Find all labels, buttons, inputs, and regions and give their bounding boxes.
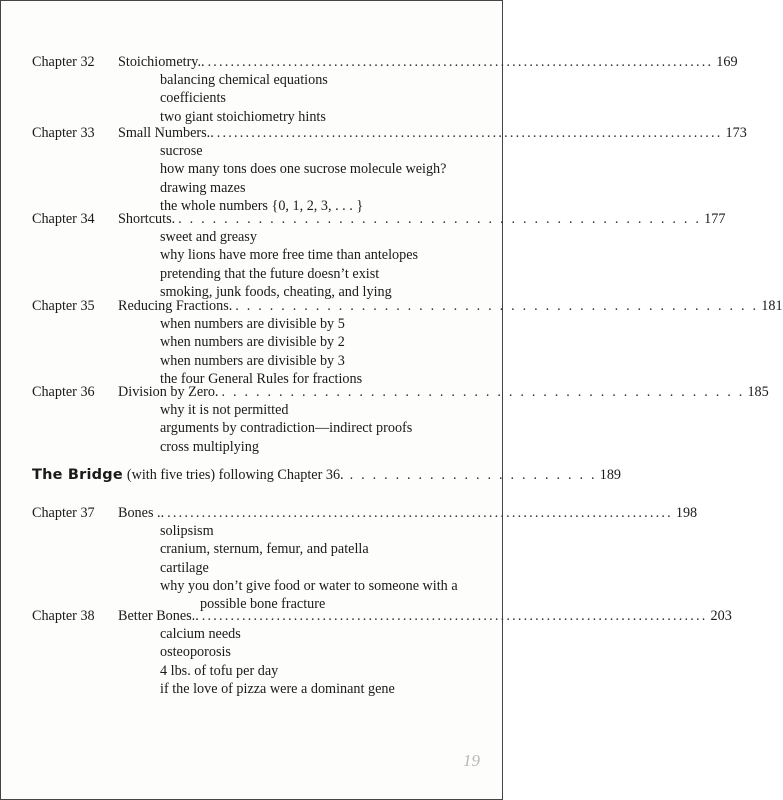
toc-entry-chapter-34 xyxy=(32,210,726,301)
topic-item: cartilage xyxy=(160,559,209,576)
chapter-label: Chapter 33 xyxy=(32,125,95,141)
chapter-label: Chapter 38 xyxy=(32,608,95,624)
toc-entry-chapter-35 xyxy=(32,297,783,388)
chapter-title: Bones .. xyxy=(118,505,165,521)
topic-list xyxy=(32,142,472,215)
topic-item: sucrose xyxy=(160,143,203,160)
bridge-subtitle: (with five tries) following Chapter 36. xyxy=(126,467,344,483)
topic-item: when numbers are divisible by 3 xyxy=(160,352,345,369)
topic-item: the four General Rules for fractions xyxy=(160,370,363,387)
topic-item: calcium needs xyxy=(160,626,241,643)
page-number: 181 xyxy=(761,298,783,314)
topic-item-continuation: possible bone fracture xyxy=(200,596,326,612)
page-number: 173 xyxy=(725,125,747,141)
topic-item: arguments by contradiction—indirect proofs xyxy=(160,420,413,437)
topic-list xyxy=(32,625,472,698)
toc-entry-chapter-32 xyxy=(32,53,738,126)
topic-item: cross multiplying xyxy=(160,438,259,455)
topic-item: 4 lbs. of tofu per day xyxy=(160,662,279,679)
chapter-label: Chapter 32 xyxy=(32,54,95,70)
page-folio: 19 xyxy=(463,751,480,770)
topic-item: smoking, junk foods, cheating, and lying xyxy=(160,283,392,300)
chapter-label: Chapter 35 xyxy=(32,298,95,314)
chapter-label: Chapter 37 xyxy=(32,505,95,521)
toc-entry-chapter-37 xyxy=(32,504,698,613)
chapter-title: Division by Zero. xyxy=(118,384,219,400)
topic-item: how many tons does one sucrose molecule weigh? xyxy=(160,161,447,178)
topic-list xyxy=(32,522,472,613)
topic-list xyxy=(32,315,472,388)
toc-entry-chapter-38 xyxy=(32,607,732,698)
dot-leader: ........................................................................................ xyxy=(207,54,714,70)
chapter-title: Reducing Fractions. xyxy=(118,298,233,314)
topic-list xyxy=(32,228,472,301)
topic-item: when numbers are divisible by 2 xyxy=(160,334,345,351)
topic-list xyxy=(32,71,472,126)
dot-leader: ........................................................................................ xyxy=(201,608,708,624)
page-number: 198 xyxy=(675,505,698,521)
topic-item: when numbers are divisible by 5 xyxy=(160,316,345,333)
chapter-title: Small Numbers.. xyxy=(118,125,214,141)
topic-item: drawing mazes xyxy=(160,179,246,196)
toc-entry-bridge xyxy=(32,466,621,484)
dot-leader: . . . . . . . . . . . . . . . . . . . . . . xyxy=(349,467,597,483)
topic-list xyxy=(32,401,472,456)
page-number: 189 xyxy=(599,467,621,483)
topic-item: pretending that the future doesn’t exist xyxy=(160,265,380,282)
page-number: 169 xyxy=(716,54,738,70)
topic-item: cranium, sternum, femur, and patella xyxy=(160,541,369,558)
topic-item: the whole numbers {0, 1, 2, 3, . . . } xyxy=(160,197,364,214)
topic-item: sweet and greasy xyxy=(160,229,257,246)
page-number: 185 xyxy=(747,384,769,400)
page-number: 177 xyxy=(704,211,726,227)
topic-item: why it is not permitted xyxy=(160,402,289,419)
dot-leader: . . . . . . . . . . . . . . . . . . . . . . . . . . . . . . . . . . . . . . . . . . . . . . xyxy=(178,211,702,227)
toc-entry-chapter-33 xyxy=(32,124,747,215)
dot-leader: . . . . . . . . . . . . . . . . . . . . . . . . . . . . . . . . . . . . . . . . . . . . . . xyxy=(235,298,759,314)
dot-leader: ........................................................................................ xyxy=(167,505,673,521)
toc-entry-chapter-36 xyxy=(32,383,769,456)
chapter-title: Shortcuts. xyxy=(118,211,176,227)
dot-leader: . . . . . . . . . . . . . . . . . . . . . . . . . . . . . . . . . . . . . . . . . . . . . . xyxy=(221,384,745,400)
topic-item: osteoporosis xyxy=(160,644,231,661)
topic-item: two giant stoichiometry hints xyxy=(160,108,326,125)
chapter-title: Better Bones.. xyxy=(118,608,199,624)
topic-item: why lions have more free time than antelopes xyxy=(160,247,419,264)
topic-item: solipsism xyxy=(160,523,214,540)
bridge-title: The Bridge xyxy=(32,467,123,483)
dot-leader: ........................................................................................ xyxy=(216,125,723,141)
topic-item: why you don’t give food or water to someone with a xyxy=(160,577,458,594)
chapter-title: Stoichiometry.. xyxy=(118,54,205,70)
topic-item: if the love of pizza were a dominant gene xyxy=(160,680,395,697)
page-number: 203 xyxy=(710,608,732,624)
topic-item: coefficients xyxy=(160,90,226,107)
topic-item: balancing chemical equations xyxy=(160,72,328,89)
chapter-label: Chapter 34 xyxy=(32,211,95,227)
chapter-label: Chapter 36 xyxy=(32,384,95,400)
